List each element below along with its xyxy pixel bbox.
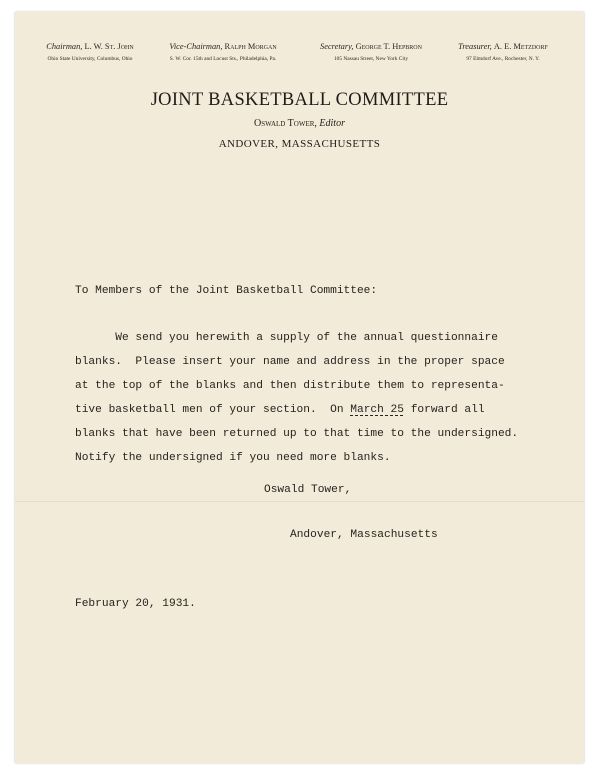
body-line: Notify the undersigned if you need more blanks.	[75, 452, 391, 464]
officer-role: Treasurer,	[458, 42, 492, 51]
officer-chairman	[35, 42, 145, 62]
body-line-text: tive basketball men of your section. On	[75, 404, 351, 416]
officer-address: 105 Nassau Street, New York City	[333, 56, 409, 62]
officer-role: Chairman,	[46, 42, 83, 51]
officer-secretary	[310, 42, 432, 62]
signature-place: Andover, Massachusetts	[290, 529, 438, 541]
officer-name: L. W. St. John	[84, 42, 134, 51]
officer-role: Secretary,	[320, 42, 354, 51]
officer-vice-chairman	[153, 42, 293, 62]
underlined-date: March 25	[350, 404, 404, 416]
body-line: blanks that have been returned up to that time to the undersigned.	[75, 428, 519, 440]
officer-name: George T. Hepbron	[355, 42, 422, 51]
officer-name: Ralph Morgan	[224, 42, 277, 51]
officer-role: Vice-Chairman,	[169, 42, 223, 51]
signature-name: Oswald Tower,	[264, 484, 352, 496]
letter-page	[15, 12, 584, 763]
letter-date: February 20, 1931.	[75, 598, 196, 610]
officer-treasurer	[443, 42, 563, 62]
editor-role: Editor	[319, 118, 345, 129]
body-line-text: forward all	[403, 404, 485, 416]
letterhead-title: JOINT BASKETBALL COMMITTEE	[150, 90, 449, 110]
officer-address: Ohio State University, Columbus, Ohio	[47, 56, 133, 62]
officer-address: 97 Elmdorf Ave., Rochester, N. Y.	[466, 56, 540, 62]
officer-name: A. E. Metzdorf	[493, 42, 548, 51]
paper-fold-crease	[15, 501, 584, 502]
letterhead-editor	[15, 118, 584, 129]
editor-name: Oswald Tower,	[254, 118, 317, 129]
letter-greeting: To Members of the Joint Basketball Committee:	[75, 285, 378, 297]
letterhead-location: ANDOVER, MASSACHUSETTS	[218, 138, 381, 150]
officers-header	[15, 42, 584, 72]
officer-address: S. W. Cor. 15th and Locust Sts., Philadelphia, Pa.	[169, 56, 277, 62]
body-line: at the top of the blanks and then distribute them to representa-	[75, 380, 505, 392]
body-line: blanks. Please insert your name and address in the proper space	[75, 356, 505, 368]
body-line: We send you herewith a supply of the annual questionnaire	[75, 332, 498, 344]
body-line	[75, 404, 485, 416]
